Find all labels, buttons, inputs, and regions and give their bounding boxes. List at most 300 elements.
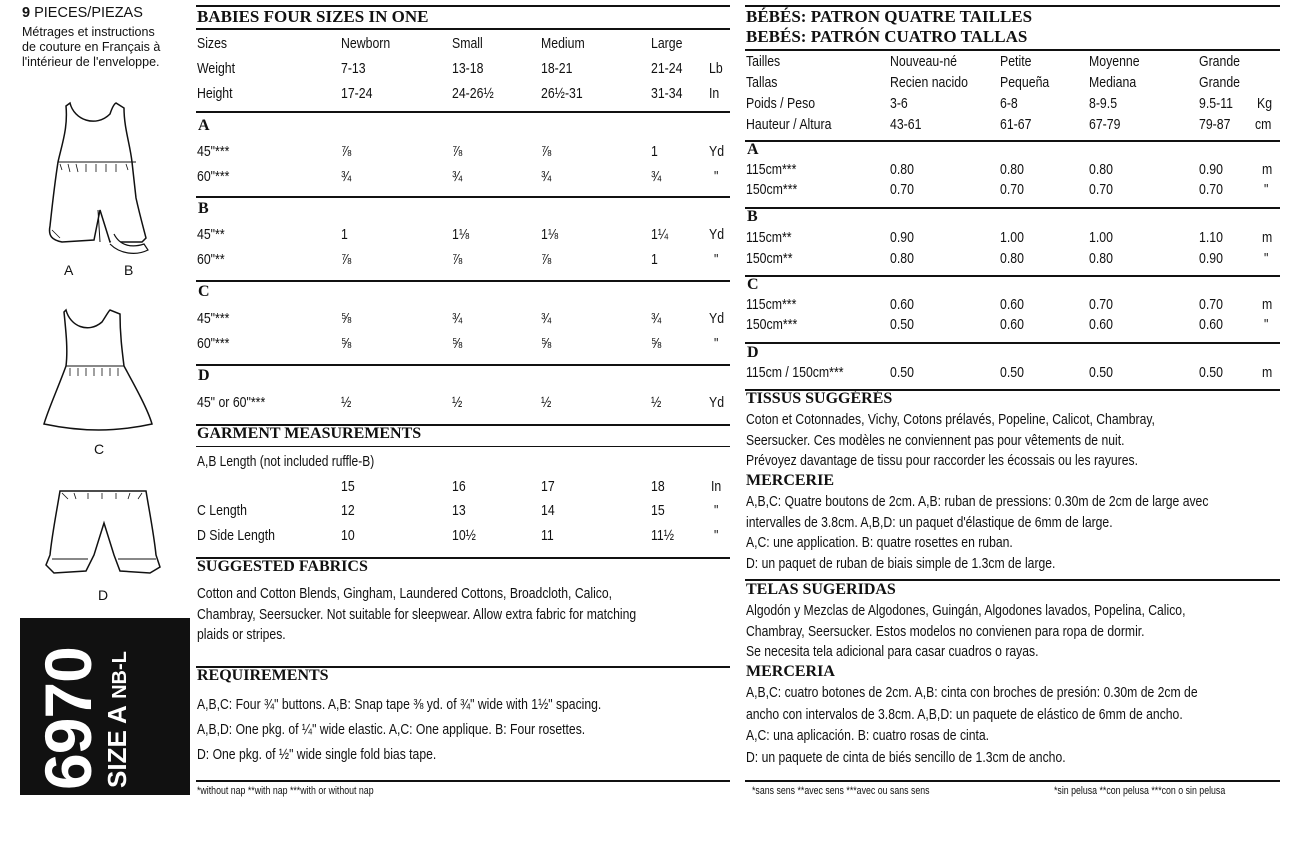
table-row [0, 161, 1304, 183]
french-note-line: Métrages et instructions [22, 25, 155, 39]
row-label [746, 296, 807, 314]
size-value [1000, 53, 1038, 71]
unit-label [1255, 116, 1275, 134]
size-value-text: Newborn [341, 35, 391, 52]
size-value [890, 74, 985, 92]
view-letter: A [747, 141, 759, 158]
size-value [452, 478, 469, 496]
size-value-text: 26½-31 [541, 85, 583, 102]
spanish-title: BEBÉS: PATRÓN CUATRO TALLAS [746, 27, 1028, 46]
french-title: BÉBÉS: PATRON QUATRE TAILLES [746, 7, 1033, 26]
unit-label-text: " [714, 251, 719, 268]
size-value [1199, 53, 1249, 71]
size-value-text: 17-24 [341, 85, 373, 102]
size-value-text: 1¼ [651, 226, 669, 243]
size-value [651, 527, 679, 545]
size-value-text: Petite [1000, 53, 1032, 70]
size-value [541, 394, 554, 412]
row-label-text: 60"** [197, 251, 225, 268]
row-label-text: 60"*** [197, 335, 230, 352]
size-value [890, 316, 919, 334]
view-letter: D [747, 344, 759, 361]
size-value [452, 502, 469, 520]
unit-label-text: " [714, 168, 719, 185]
row-label [197, 502, 258, 520]
row-label [197, 394, 280, 412]
row-label-text: 115cm*** [746, 161, 797, 178]
size-value-text: 79-87 [1199, 116, 1231, 133]
text-line: plaids or stripes. [197, 627, 286, 643]
size-value [1089, 296, 1118, 314]
text-line: Seersucker. Ces modèles ne conviennent pas pour vêtements de nuit. [746, 432, 1125, 449]
size-value-text: Nouveau-né [890, 53, 958, 70]
table-row [0, 250, 1304, 272]
divider [196, 780, 730, 782]
size-value [1000, 95, 1022, 113]
size-value-text: 0.80 [890, 161, 914, 178]
unit-label-text: Yd [709, 226, 725, 243]
size-value [1199, 250, 1228, 268]
table-row [0, 335, 1304, 357]
size-value [1000, 316, 1029, 334]
size-value-text: 0.50 [1199, 364, 1223, 381]
row-label [746, 53, 788, 71]
size-value-text: ¾ [651, 168, 662, 185]
size-value-text: 1 [651, 143, 658, 160]
row-label-text: Weight [197, 60, 236, 77]
size-value-text: 0.90 [1199, 250, 1223, 267]
unit-label-text: In [711, 478, 722, 495]
garment-sub [197, 453, 419, 471]
unit-label-text: cm [1255, 116, 1272, 133]
size-value [1000, 74, 1060, 92]
view-letter: D [198, 367, 210, 384]
size-value-text: Recien nacido [890, 74, 968, 91]
text-line: A,B,D: One pkg. of ¼" wide elastic. A,C: One applique. B: Four rosettes. [197, 722, 586, 738]
french-note-line: l'intérieur de l'enveloppe. [22, 55, 160, 69]
size-value-text: 0.70 [890, 181, 914, 198]
unit-label-text: m [1262, 296, 1273, 313]
size-value-text: 0.60 [1199, 316, 1223, 333]
size-value [452, 143, 465, 161]
row-label-text: Height [197, 85, 233, 102]
pieces-label: PIECES/PIEZAS [34, 5, 143, 21]
size-value [541, 143, 554, 161]
row-label-text: Tallas [746, 74, 778, 91]
size-value [452, 394, 465, 412]
table-row [0, 95, 1304, 117]
text-line: A,C: una aplicación. B: cuatro rosas de cinta. [746, 728, 990, 744]
divider [196, 446, 730, 447]
requirements-text [197, 693, 730, 768]
telas-title: TELAS SUGERIDAS [746, 581, 896, 598]
size-value-text: 0.80 [1000, 161, 1024, 178]
unit-label [1264, 181, 1269, 199]
unit-label-text: " [714, 527, 719, 544]
figure-label-d: D [98, 587, 109, 603]
unit-label [1264, 250, 1269, 268]
row-label [197, 527, 292, 545]
view-letter: B [747, 208, 758, 225]
size-value [1000, 161, 1029, 179]
size-value [1089, 364, 1118, 382]
size-value-text: 0.80 [1089, 250, 1113, 267]
size-value [890, 116, 928, 134]
size-value [651, 143, 659, 161]
unit-label [1264, 316, 1269, 334]
size-value-text: ½ [541, 394, 552, 411]
size-value [890, 364, 919, 382]
size-value [1199, 95, 1240, 113]
unit-label-text: " [1264, 316, 1269, 333]
size-value [541, 35, 594, 53]
garment-measurements-title: GARMENT MEASUREMENTS [197, 425, 422, 442]
unit-label [1257, 95, 1275, 113]
row-label-text: 45" or 60"*** [197, 394, 266, 411]
mercerie-title: MERCERIE [746, 472, 835, 489]
size-value-text: 15 [341, 478, 355, 495]
size-value [890, 53, 972, 71]
size-value [341, 35, 401, 53]
size-value-text: 6-8 [1000, 95, 1018, 112]
row-label [746, 95, 830, 113]
size-value-text: 21-24 [651, 60, 683, 77]
french-note-line: de couture en Français à [22, 40, 161, 54]
size-value-text: 0.50 [1000, 364, 1024, 381]
size-value-text: 1⅛ [541, 226, 559, 243]
size-value [1089, 53, 1151, 71]
size-value [1089, 161, 1118, 179]
size-value-text: Medium [541, 35, 585, 52]
unit-label-text: Yd [709, 310, 725, 327]
size-value-text: 0.80 [1000, 250, 1024, 267]
size-value [1000, 116, 1038, 134]
size-value [1000, 296, 1029, 314]
size-value [1000, 181, 1029, 199]
row-label-text: Hauteur / Altura [746, 116, 832, 133]
row-label-text: 45"** [197, 226, 225, 243]
size-value-text: 3-6 [890, 95, 908, 112]
text-line: D: un paquet de ruban de biais simple de 1.3cm de large. [746, 555, 1056, 572]
unit-label-text: " [714, 502, 719, 519]
row-label-text: 60"*** [197, 168, 230, 185]
unit-label-text: m [1262, 364, 1273, 381]
size-value-text: ½ [651, 394, 662, 411]
size-label [102, 651, 133, 788]
pattern-number-block [20, 618, 190, 795]
size-value-text: 61-67 [1000, 116, 1032, 133]
size-value-text: 7-13 [341, 60, 366, 77]
size-value [1000, 229, 1029, 247]
size-value-text: 0.70 [1199, 296, 1223, 313]
row-label-text: 150cm*** [746, 181, 798, 198]
size-value [1199, 74, 1249, 92]
size-value-text: ¾ [541, 168, 552, 185]
size-value-text: ½ [452, 394, 463, 411]
size-value-text: ⅝ [341, 310, 352, 327]
size-value [1199, 296, 1228, 314]
size-value [890, 161, 919, 179]
tissus-text [746, 410, 1280, 472]
size-value [1000, 364, 1029, 382]
size-value [1089, 74, 1147, 92]
size-value-text: 0.80 [890, 250, 914, 267]
size-value-text: 1⅛ [452, 226, 470, 243]
unit-label-text: In [709, 85, 720, 102]
size-value [541, 478, 558, 496]
unit-label-text: Yd [709, 394, 725, 411]
unit-label-text: " [1264, 181, 1269, 198]
size-value-text: 18-21 [541, 60, 573, 77]
size-value [651, 394, 664, 412]
unit-label [1262, 296, 1275, 314]
size-value-text: 1.10 [1199, 229, 1223, 246]
size-value-text: ¾ [341, 168, 352, 185]
size-value-text: ¾ [452, 310, 463, 327]
table-row [0, 181, 1304, 203]
row-label [746, 74, 784, 92]
unit-label [1262, 364, 1275, 382]
size-value-text: 0.60 [1000, 316, 1024, 333]
row-label [746, 161, 807, 179]
row-label [746, 116, 850, 134]
unit-label-text: Kg [1257, 95, 1273, 112]
figure-label-a: A [64, 262, 74, 278]
size-value-text: 10 [341, 527, 355, 544]
row-label-text: Tailles [746, 53, 781, 70]
size-value [1089, 316, 1118, 334]
text-line: D: One pkg. of ½" wide single fold bias tape. [197, 747, 437, 763]
text-line: ancho con intervalos de 3.8cm. A,B,D: un paquete de elástico de 6mm de ancho. [746, 706, 1183, 723]
figure-label-c: C [94, 441, 105, 457]
size-value-text: ⅞ [541, 251, 552, 268]
size-value [890, 296, 919, 314]
text-line: A,C: une application. B: quatre rosettes en ruban. [746, 535, 1013, 551]
unit-label [1262, 161, 1275, 179]
size-value-text: 10½ [452, 527, 476, 544]
size-value-text: 9.5-11 [1199, 95, 1233, 112]
row-label-text: Poids / Peso [746, 95, 816, 112]
table-row [0, 116, 1304, 138]
size-value-text: ⅞ [341, 251, 352, 268]
size-value [1199, 364, 1228, 382]
text-line: intervalles de 3.8cm. A,B,D: un paquet d'élastique de 6mm de large. [746, 514, 1113, 531]
size-value-text: 13 [452, 502, 466, 519]
size-value [452, 35, 490, 53]
size-value [1089, 229, 1118, 247]
size-value [890, 250, 919, 268]
row-label [197, 35, 234, 53]
size-value-text: 0.70 [1089, 296, 1113, 313]
unit-label [709, 143, 727, 161]
size-value-text: 11 [541, 527, 554, 544]
row-label-text: 150cm** [746, 250, 793, 267]
divider [745, 140, 1280, 142]
size-value [341, 478, 358, 496]
row-label [746, 250, 803, 268]
text-line: A,B,C: Four ¾" buttons. A,B: Snap tape ⅜ yd. of ¾" wide with 1½" spacing. [197, 697, 602, 713]
size-value [651, 502, 668, 520]
size-value-text: 0.90 [890, 229, 914, 246]
size-value-text: Mediana [1089, 74, 1137, 91]
english-footnote [197, 785, 418, 797]
size-value [1089, 250, 1118, 268]
size-value [1199, 116, 1237, 134]
text-line: Algodón y Mezclas de Algodones, Guingán, Algodones lavados, Popelina, Calico, [746, 603, 1186, 619]
size-value-text: ⅞ [541, 143, 552, 160]
size-value [541, 502, 558, 520]
size-value-text: 1 [341, 226, 348, 243]
size-letter: SIZE A [102, 706, 132, 788]
size-value-text: 11½ [651, 527, 675, 544]
row-label-text: D Side Length [197, 527, 275, 544]
size-value [1089, 95, 1123, 113]
telas-text [746, 601, 1280, 663]
size-value [890, 181, 919, 199]
text-line: A,B,C: cuatro botones de 2cm. A,B: cinta con broches de presión: 0.30m de 2cm de [746, 685, 1198, 701]
size-value [651, 478, 668, 496]
size-value-text: Small [452, 35, 483, 52]
suggested-fabrics-text [197, 584, 730, 646]
text-line: Coton et Cotonnades, Vichy, Cotons prélavés, Popeline, Calicot, Chambray, [746, 412, 1155, 428]
size-value-text: 0.50 [890, 316, 914, 333]
size-value-text: 31-34 [651, 85, 683, 102]
row-label-text: 150cm*** [746, 316, 798, 333]
tissus-title: TISSUS SUGGÉRÉS [746, 390, 893, 407]
size-value-text: 0.50 [1089, 364, 1113, 381]
row-label [746, 364, 865, 382]
size-value-text: 0.90 [1199, 161, 1223, 178]
row-label-text: 115cm / 150cm*** [746, 364, 844, 381]
size-value [341, 527, 358, 545]
size-value-text: Moyenne [1089, 53, 1140, 70]
size-value [1199, 181, 1228, 199]
size-range: NB-L [109, 651, 131, 699]
size-value-text: 24-26½ [452, 85, 494, 102]
size-value-text: Large [651, 35, 683, 52]
text-line: A,B,C: Quatre boutons de 2cm. A,B: ruban de pressions: 0.30m de 2cm de large avec [746, 494, 1209, 510]
unit-label-text: Lb [709, 60, 723, 77]
size-value-text: ⅞ [452, 251, 463, 268]
table-row [0, 296, 1304, 318]
size-value [890, 95, 912, 113]
size-value-text: 0.60 [1000, 296, 1024, 313]
row-label-text: Sizes [197, 35, 228, 52]
row-label [746, 181, 809, 199]
spanish-footnote [1054, 785, 1268, 797]
merceria-text [746, 683, 1280, 769]
size-value-text: 18 [651, 478, 665, 495]
size-value [890, 229, 919, 247]
size-value-text: 15 [651, 502, 665, 519]
row-label-text: C Length [197, 502, 247, 519]
size-value-text: 1.00 [1000, 229, 1024, 246]
size-value [1199, 161, 1228, 179]
table-row [0, 229, 1304, 251]
pieces-count: 9 [22, 5, 31, 21]
view-letter: A [198, 117, 210, 134]
size-value-text: 0.70 [1000, 181, 1024, 198]
row-label-text: 45"*** [197, 143, 230, 160]
size-value-text: 0.70 [1089, 181, 1113, 198]
footnote-text: *sin pelusa **con pelusa ***con o sin pelusa [1054, 785, 1226, 797]
size-value-text: 0.80 [1089, 161, 1113, 178]
unit-label-text: " [714, 335, 719, 352]
size-value-text: Grande [1199, 53, 1241, 70]
size-value-text: 12 [341, 502, 355, 519]
unit-label [711, 478, 724, 496]
text-line: Cotton and Cotton Blends, Gingham, Laundered Cottons, Broadcloth, Calico, [197, 586, 613, 602]
size-value [452, 527, 481, 545]
merceria-title: MERCERIA [746, 663, 835, 680]
size-value-text: ⅝ [452, 335, 463, 352]
unit-label [1262, 229, 1275, 247]
size-value-text: 17 [541, 478, 555, 495]
divider [745, 275, 1280, 277]
mercerie-text [746, 492, 1280, 574]
unit-label-text: Yd [709, 143, 725, 160]
divider [196, 280, 730, 282]
requirements-title: REQUIREMENTS [197, 667, 329, 684]
divider [196, 28, 730, 30]
size-value-text: 43-61 [890, 116, 922, 133]
divider [745, 342, 1280, 344]
figure-label-b: B [124, 262, 134, 278]
size-value [341, 394, 354, 412]
row-label [746, 229, 802, 247]
size-value-text: ⅝ [651, 335, 662, 352]
row-label-text: 45"*** [197, 310, 230, 327]
size-value-text: ¾ [651, 310, 662, 327]
text-line: Prévoyez davantage de tissu pour raccorder les écossais ou les rayures. [746, 453, 1138, 469]
garment-sub-text: A,B Length (not included ruffle-B) [197, 453, 375, 470]
english-title: BABIES FOUR SIZES IN ONE [197, 7, 429, 26]
table-row [0, 53, 1304, 75]
size-value [651, 35, 689, 53]
size-value-text: 14 [541, 502, 555, 519]
size-value-text: 0.50 [890, 364, 914, 381]
size-value-text: Grande [1199, 74, 1241, 91]
size-value [1199, 316, 1228, 334]
size-value-text: 8-9.5 [1089, 95, 1118, 112]
size-value [1089, 181, 1118, 199]
divider [745, 49, 1280, 51]
size-value-text: 67-79 [1089, 116, 1121, 133]
footnote-text: *without nap **with nap ***with or without nap [197, 785, 374, 797]
size-value [1089, 116, 1127, 134]
size-value-text: ⅞ [452, 143, 463, 160]
size-value [341, 143, 354, 161]
size-value-text: ½ [341, 394, 352, 411]
pieces-heading [22, 5, 143, 21]
unit-label-text: " [1264, 250, 1269, 267]
size-value-text: 1 [651, 251, 658, 268]
unit-label [714, 527, 719, 545]
french-footnote [752, 785, 974, 797]
text-line: Chambray, Seersucker. Not suitable for sleepwear. Allow extra fabric for matching [197, 606, 637, 623]
size-value-text: 0.70 [1199, 181, 1223, 198]
size-value-text: 0.60 [890, 296, 914, 313]
size-value-text: 1.00 [1089, 229, 1113, 246]
size-value [541, 527, 557, 545]
size-value-text: ⅝ [541, 335, 552, 352]
size-value-text: 16 [452, 478, 466, 495]
size-value [341, 502, 358, 520]
text-line: D: un paquete de cinta de biés sencillo de 1.3cm de ancho. [746, 749, 1066, 766]
suggested-fabrics-title: SUGGESTED FABRICS [197, 558, 368, 575]
row-label-text: 115cm*** [746, 296, 797, 313]
unit-label [714, 502, 719, 520]
